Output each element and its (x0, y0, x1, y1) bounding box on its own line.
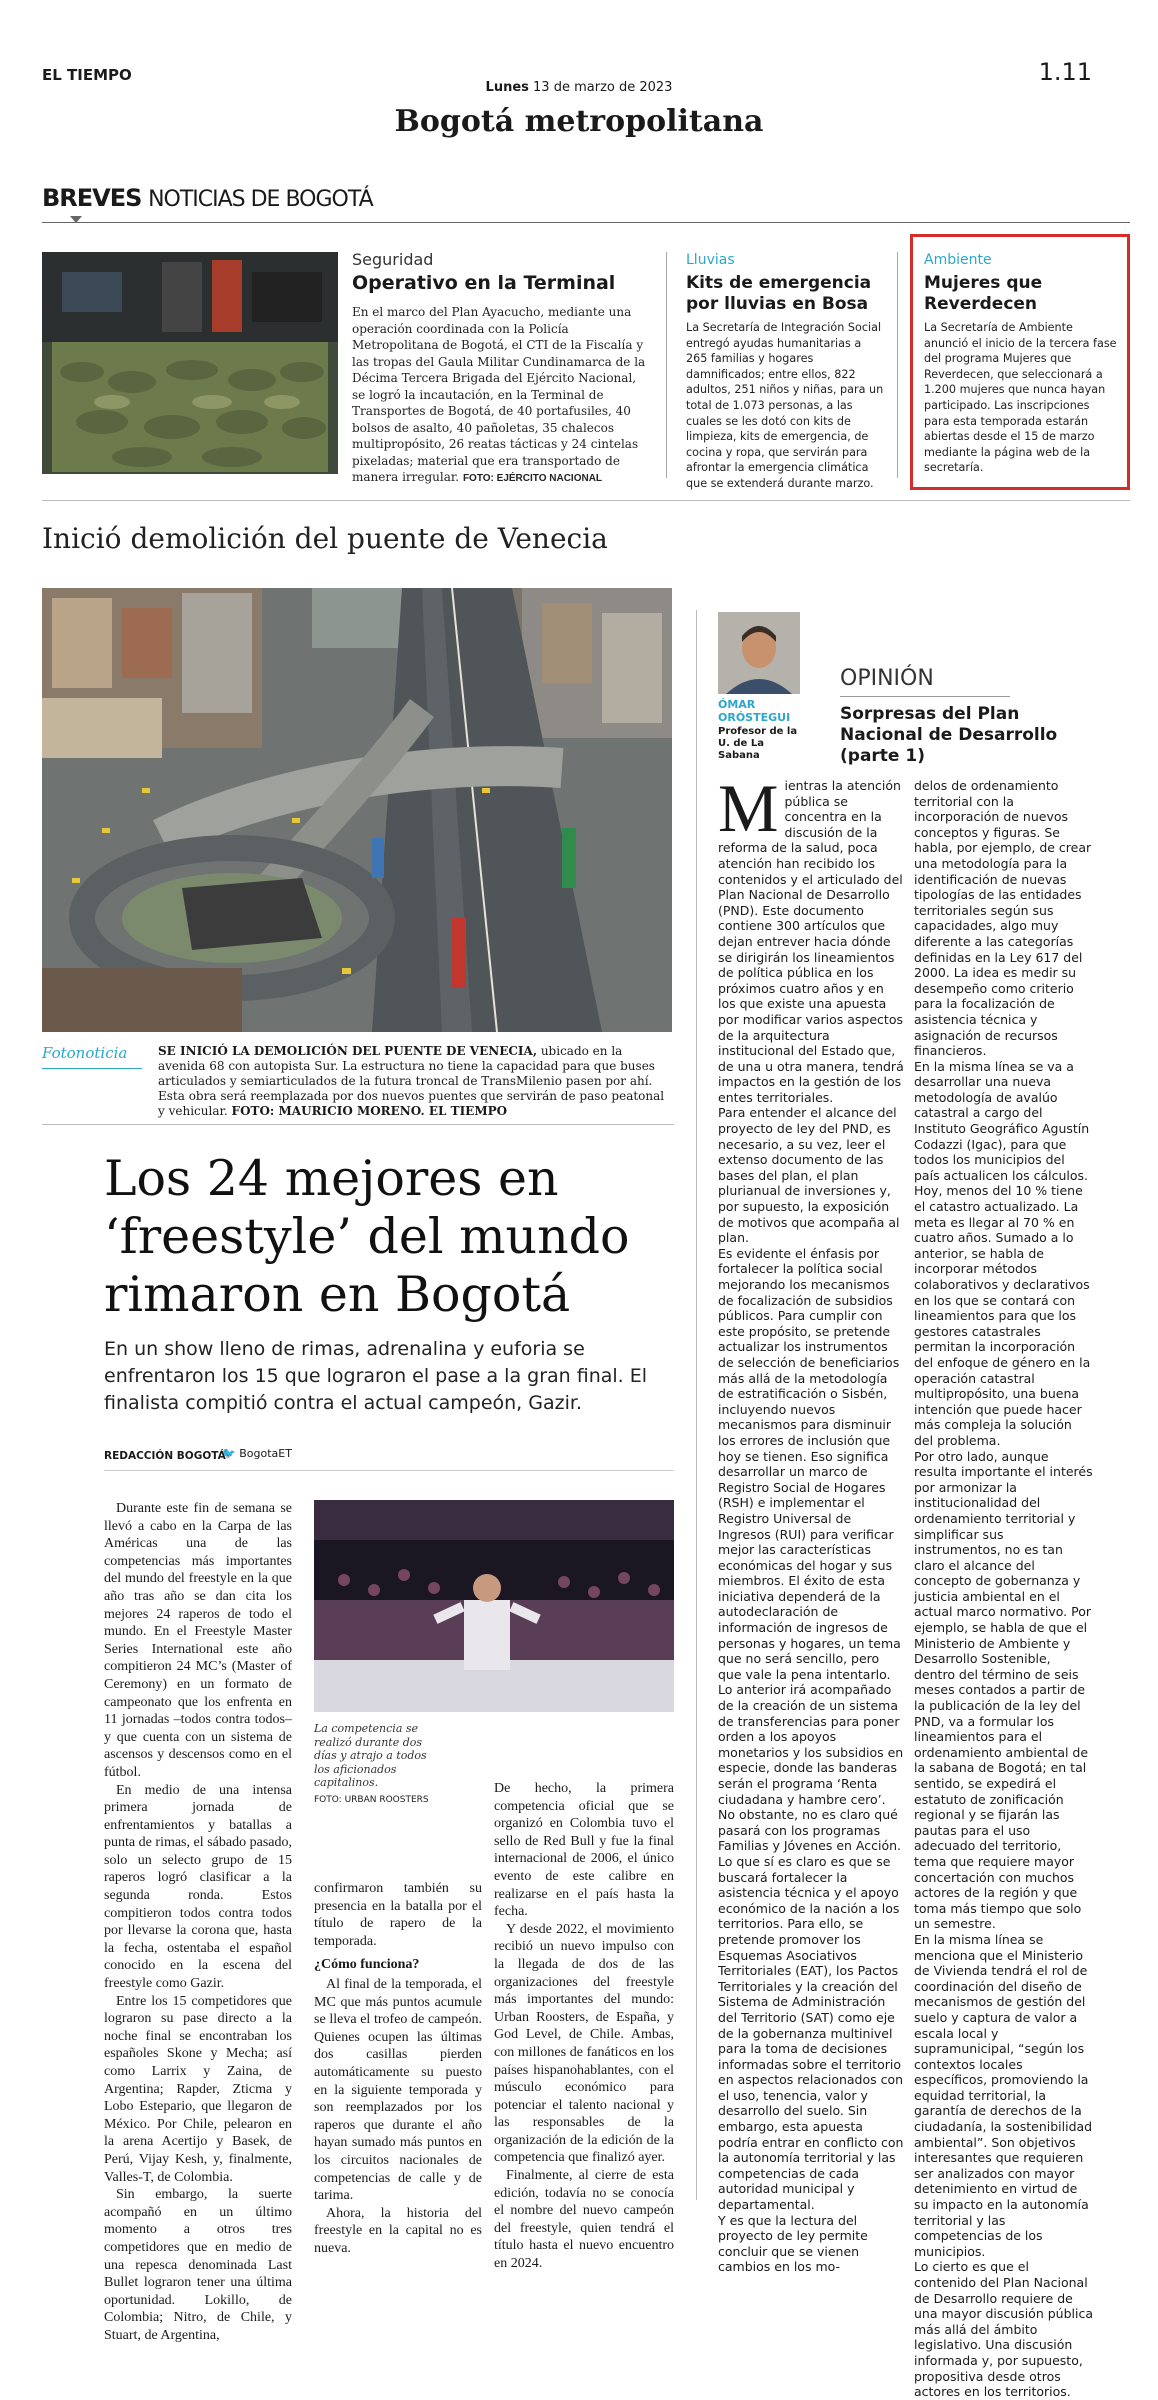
opinion-paragraph: ientras la atención pública se concentra en la discusión de la reforma de la salud, poca atención han recibido los contenidos y el articulado del Plan Nacional de Desarrollo (PND). Este documento contiene 300 artículos que dejan entrever hacia dónde se dirigirán los lineamientos de política pública en los próximos cuatro años y en los que existe una apuesta por modificar varios aspectos de la arquitectura institucional del Estado que, de una u otra manera, tendrá impactos en la gestión de los entes territoriales. (718, 778, 904, 1105)
opinion-paragraph: Lo anterior irá acompañado de la creación de un sistema de transferencias para poner orden a los apoyos monetarios y los subsidios en especie, donde las banderas serán el programa ‘Renta ciudadana y hambre cero’. No obstante, no es claro qué pasará con los programas Familias y Jóvenes en Acción. (718, 1682, 904, 1854)
freestyle-concert-photo (314, 1500, 674, 1712)
opinion-paragraph: Para entender el alcance del proyecto de ley del PND, es necesario, a su vez, leer el extenso documento de las bases del plan, el plan plurianual de inversiones y, por supuesto, la exposición de motivos que acompaña al plan. (718, 1105, 900, 1246)
venecia-bottom-rule (42, 1124, 674, 1125)
author-portrait (718, 612, 800, 694)
freestyle-byline: REDACCIÓN BOGOTÁ (104, 1450, 226, 1462)
breves-label (42, 184, 373, 212)
opinion-headline: Sorpresas del Plan Nacional de Desarrollo (parte 1) (840, 704, 1058, 766)
breves-rule (42, 222, 1130, 223)
venecia-caption-text: ubicado en la avenida 68 con autopista Sur. La estructura no tiene la capacidad para que buses articulados y semiarticulados de la futura troncal de TransMilenio pasen por ahí. Esta obra será reemplazada por dos nuevos puentes que servirán de paso peatonal y vehicular. (158, 1044, 665, 1118)
breve-1-kicker: Seguridad (352, 250, 434, 269)
author-avatar (718, 612, 800, 694)
section-title: Bogotá metropolitana (394, 104, 764, 139)
opinion-paragraph: Es evidente el énfasis por fortalecer la política social mejorando los mecanismos de focalización de subsidios públicos. Para cumplir con este propósito, se pretende actualizar los instrumentos de selección de beneficiarios más allá de la metodología de estratificación o Sisbén, incluyendo nuevos mecanismos para disminuir los errores de inclusión que hoy se tienen. Eso significa desarrollar un marco de Registro Social de Hogares (RSH) e implementar el Registro Universal de Ingresos (RUI) para verificar mejor las características económicas del hogar y sus miembros. El éxito de esta iniciativa dependerá de la autodeclaración de información de ingresos de personas y hogares, un tema que no será sencillo, pero que vale la pena intentarlo. (718, 1245, 901, 1682)
opinion-paragraph: Lo cierto es que el contenido del Plan Nacional de Desarrollo requiere de una mayor discusión pública más allá del ámbito legislativo. Una discusión informada y, por supuesto, propositiva desde otros actores en los territorios. (914, 2259, 1093, 2400)
twitter-handle-text: BogotaET (239, 1447, 292, 1460)
opinion-paragraph: Por otro lado, aunque resulta importante el interés por armonizar la institucionalidad del ordenamiento territorial y simplificar sus instrumentos, no es tan claro el alcance del concepto de gobernanza y justicia ambiental en el actual marco normativo. Por ejemplo, se habla de que el Ministerio de Ambiente y Desarrollo Sostenible, dentro del término de seis meses contados a partir de la publicación de la ley del PND, va a formular los lineamientos para el ordenamiento ambiental de la sabana de Bogotá; en tal sentido, se expedirá el estatuto de zonificación regional y se fijarán las pautas para el uso adecuado del territorio, tema que requiere mayor concertación con muchos actores de la región y que toma más tiempo que solo un semestre. (914, 1448, 1093, 1932)
terminal-photo-illustration (42, 252, 338, 474)
date-text: 13 de marzo de 2023 (533, 80, 673, 95)
breve-2-text: La Secretaría de Integración Social entregó ayudas humanitarias a 265 familias y hogares damnificados; entre ellos, 822 adultos, 251 niños y niñas, para un total de 1.073 personas, a las cuales se les dotó con kits de limpieza, kits de emergencia, de cocina y ropa, que servirán para afrontar la emergencia climática que se extenderá durante marzo. (686, 321, 884, 490)
breves-divider-1 (666, 252, 667, 478)
dateline (0, 80, 1158, 95)
breve-3-headline: Mujeres que Reverdecen (924, 273, 1043, 314)
byline-rule (104, 1470, 674, 1471)
breves-divider-2 (897, 252, 898, 478)
freestyle-paragraph: Ahora, la historia del freestyle en la capital no es nueva. (314, 2205, 482, 2256)
freestyle-headline: Los 24 mejores en ‘freestyle’ del mundo rimaron en Bogotá (104, 1150, 630, 1323)
opinion-paragraph: En la misma línea se va a desarrollar una nueva metodología de avalúo catastral a cargo del Instituto Geográfico Agustín Codazzi (Igac), para que todos los municipios del país actualicen los cálculos. Hoy, menos del 10 % tiene el catastro actualizado. La meta es llegar al 70 % en cuatro años. Sumado a lo anterior, se habla de incorporar métodos colaborativos y declarativos en los que se contará con lineamientos para que los gestores catastrales permitan la incorporación del enfoque de género en la operación catastral multipropósito, una buena intención que puede hacer más compleja la solución del problema. (914, 1058, 1091, 1448)
breves-label-rest: NOTICIAS DE BOGOTÁ (148, 187, 373, 212)
freestyle-photo-caption: La competencia se realizó durante dos días y atrajo a todos los aficionados capitalinos. (314, 1722, 427, 1789)
breve-2-headline: Kits de emergencia por lluvias en Bosa (686, 273, 872, 314)
breve-1-headline: Operativo en la Terminal (352, 272, 616, 294)
venecia-caption (158, 1044, 670, 1119)
masthead: EL TIEMPO (42, 66, 132, 84)
freestyle-column-2 (314, 1880, 482, 2256)
venecia-credit: FOTO: MAURICIO MORENO. EL TIEMPO (231, 1104, 508, 1118)
freestyle-paragraph: Al final de la temporada, el MC que más puntos acumule se lleva el trofeo de campeón. Quienes ocupen las últimas dos casillas pierden automáticamente su puesto en la siguiente temporada y son reemplazados por los raperos que durante el año hayan sumado más puntos en los circuitos nacionales de competencias de calle y de tarima. (314, 1976, 482, 2204)
opinion-paragraph: Lo que sí es claro es que se buscará fortalecer la asistencia técnica y el apoyo económico de la nación a los territorios. Para ello, se pretende promover los Esquemas Asociativos Territoriales (EAT), los Pactos Territoriales y la creación del Sistema de Administración del Territorio (SAT) como eje de la gobernanza multinivel para la toma de decisiones informadas sobre el territorio en aspectos relacionados con el uso, tenencia, valor y desarrollo del suelo. Sin embargo, esta apuesta podría entrar en conflicto con la autonomía territorial y las competencias de cada autoridad municipal y departamental. (718, 1853, 904, 2213)
opinion-column-2 (914, 778, 1094, 2400)
freestyle-column-3 (494, 1780, 674, 2272)
breve-3-kicker: Ambiente (924, 252, 992, 268)
venecia-caption-lead: SE INICIÓ LA DEMOLICIÓN DEL PUENTE DE VENECIA, (158, 1044, 537, 1058)
breves-bottom-rule (42, 500, 1130, 501)
opinion-author: ÓMAR ORÓSTEGUI (718, 698, 791, 724)
fotonoticia-label: Fotonoticia (42, 1044, 128, 1062)
bridge-photo-illustration (42, 588, 672, 1032)
opinion-column-1 (718, 770, 904, 2275)
opinion-divider (696, 610, 697, 2200)
opinion-paragraph: Y es que la lectura del proyecto de ley permite concluir que se vienen cambios en los mo- (718, 2212, 868, 2275)
freestyle-deck: En un show lleno de rimas, adrenalina y euforia se enfrentaron los 15 que lograron el pase a la gran final. El finalista compitió contra el actual campeón, Gazir. (104, 1338, 648, 1414)
freestyle-paragraph: Sin embargo, la suerte acompañó en un último momento a otros tres competidores que en medio de una repesca denominada Last Bullet lograron tener una última oportunidad. Lokillo, de Colombia; Nitro, de Chile, y Stuart, de Argentina, (104, 2187, 292, 2343)
freestyle-paragraph: Y desde 2022, el movimiento recibió un nuevo impulso con la llegada de dos de las organizaciones del freestyle más importantes del mundo: Urban Roosters, de España, y God Level, de Chile. Ambas, con millones de fanáticos en los países hispanohablantes, con el músculo económico para potenciar el talento nacional y las responsables de la organización de la edición de la competencia que finalizó ayer. (494, 1921, 674, 2166)
breve-1-body: En el marco del Plan Ayacucho, mediante una operación coordinada con la Policía Metropolitana de Bogotá, el CTI de la Fiscalía y las tropas del Gaula Militar Cundinamarca de la Décima Tercera Brigada del Ejército Nacional, se logró la incautación, en la Terminal de Transportes de Bogotá, de 40 portafusiles, 40 bolsos de asalto, 40 pañoletas, 35 chalecos multipropósito, 26 reatas tácticas y 24 cintelas pixeladas; material que era transportado de manera irregular. (352, 305, 646, 484)
opinion-label-rule (840, 696, 1010, 697)
freestyle-photo-credit: FOTO: URBAN ROOSTERS (314, 1795, 429, 1805)
opinion-author-role: Profesor de la U. de La Sabana (718, 726, 798, 761)
opinion-dropcap: M (718, 770, 779, 846)
fotonoticia-rule (42, 1068, 142, 1069)
freestyle-column-1 (104, 1500, 292, 2343)
breve-2-kicker: Lluvias (686, 252, 735, 268)
freestyle-paragraph: confirmaron también su presencia en la batalla por el título de rapero de la temporada. (314, 1881, 482, 1949)
breve-3-text: La Secretaría de Ambiente anunció el inicio de la tercera fase del programa Mujeres que Reverdecen, que seleccionará a 1.200 mujeres que nunca hayan participado. Las inscripciones para esta temporada estarán abiertas desde el 15 de marzo mediante la página web de la secretaría. (924, 321, 1117, 475)
freestyle-paragraph: En medio de una intensa primera jornada de enfrentamientos y batallas a punta de rimas, el sábado pasado, solo un selecto grupo de 15 raperos logró clasificar a la segunda ronda. Estos compitieron todos contra todos por llevarse la corona que, hasta la fecha, ostentaba el español conocido en la escena del freestyle como Gazir. (104, 1782, 292, 1992)
freestyle-paragraph: Durante este fin de semana se llevó a cabo en la Carpa de las Américas una de las competencias más importantes del mundo del freestyle en la que año tras año se dan cita los mejores 24 raperos de todo el mundo. En el Freestyle Master Series International este año compitieron 24 MC’s (Master of Ceremony) en un formato de campeonato que los enfrenta en 11 jornadas –todos contra todos– y que cuenta con un sistema de ascensos y descensos como en el fútbol. (104, 1501, 292, 1780)
breves-rule-notch (70, 216, 82, 223)
terminal-seizure-photo (42, 252, 338, 474)
freestyle-subhead: ¿Cómo funciona? (314, 1957, 420, 1973)
twitter-handle (222, 1447, 292, 1460)
concert-photo-illustration (314, 1500, 674, 1712)
twitter-icon: 🐦 (222, 1447, 236, 1460)
freestyle-paragraph: Entre los 15 competidores que lograron su pase directo a la noche final se encontraban los españoles Skone y Mecha; así como Larrix y Zaina, de Argentina; Rapder, Zticma y Lobo Estepario, que llegaron de México. Por Chile, pelearon en la arena Acertijo y Basek, de Perú, Vijay Kesh, y, finalmente, Valles-T, de Colombia. (104, 1993, 292, 2185)
venecia-headline: Inició demolición del puente de Venecia (42, 522, 608, 555)
freestyle-paragraph: De hecho, la primera competencia oficial que se organizó en Colombia tuvo el sello de Red Bull y fue la final internacional de 2006, el único evento de este calibre en realizarse en el país hasta la fecha. (494, 1781, 674, 1920)
page-number: 1.11 (1038, 58, 1092, 86)
venecia-bridge-photo (42, 588, 672, 1032)
breve-1-credit: FOTO: EJÉRCITO NACIONAL (462, 473, 603, 484)
freestyle-paragraph: Finalmente, al cierre de esta edición, todavía no se conocía el nombre del nuevo campeón del freestyle, quien tendrá el título hasta el nuevo encuentro en 2024. (494, 2168, 674, 2272)
date-day: Lunes (485, 80, 529, 95)
breve-1-text (352, 304, 652, 488)
opinion-paragraph: En la misma línea se menciona que el Ministerio de Vivienda tendrá el rol de coordinación del diseño de mecanismos de gestión del suelo y captura de valor a escala local y supramunicipal, “según los contextos locales específicos, promoviendo la equidad territorial, la garantía de derechos de la ciudadanía, la sostenibilidad ambiental”. Son objetivos interesantes que requieren ser analizados con mayor detenimiento en virtud de su impacto en la autonomía territorial y las competencias de los municipios. (914, 1931, 1093, 2259)
opinion-paragraph: delos de ordenamiento territorial con la incorporación de nuevos conceptos y figuras. Se habla, por ejemplo, de crear una metodología para la identificación de nuevas tipologías de las entidades territoriales según sus capacidades, algo muy diferente a las categorías definidas en la Ley 617 del 2000. La idea es medir su desempeño como criterio para la focalización de asistencia técnica y asignación de recursos financieros. (914, 778, 1092, 1059)
breves-label-bold: BREVES (42, 184, 142, 212)
opinion-label: OPINIÓN (840, 666, 934, 691)
